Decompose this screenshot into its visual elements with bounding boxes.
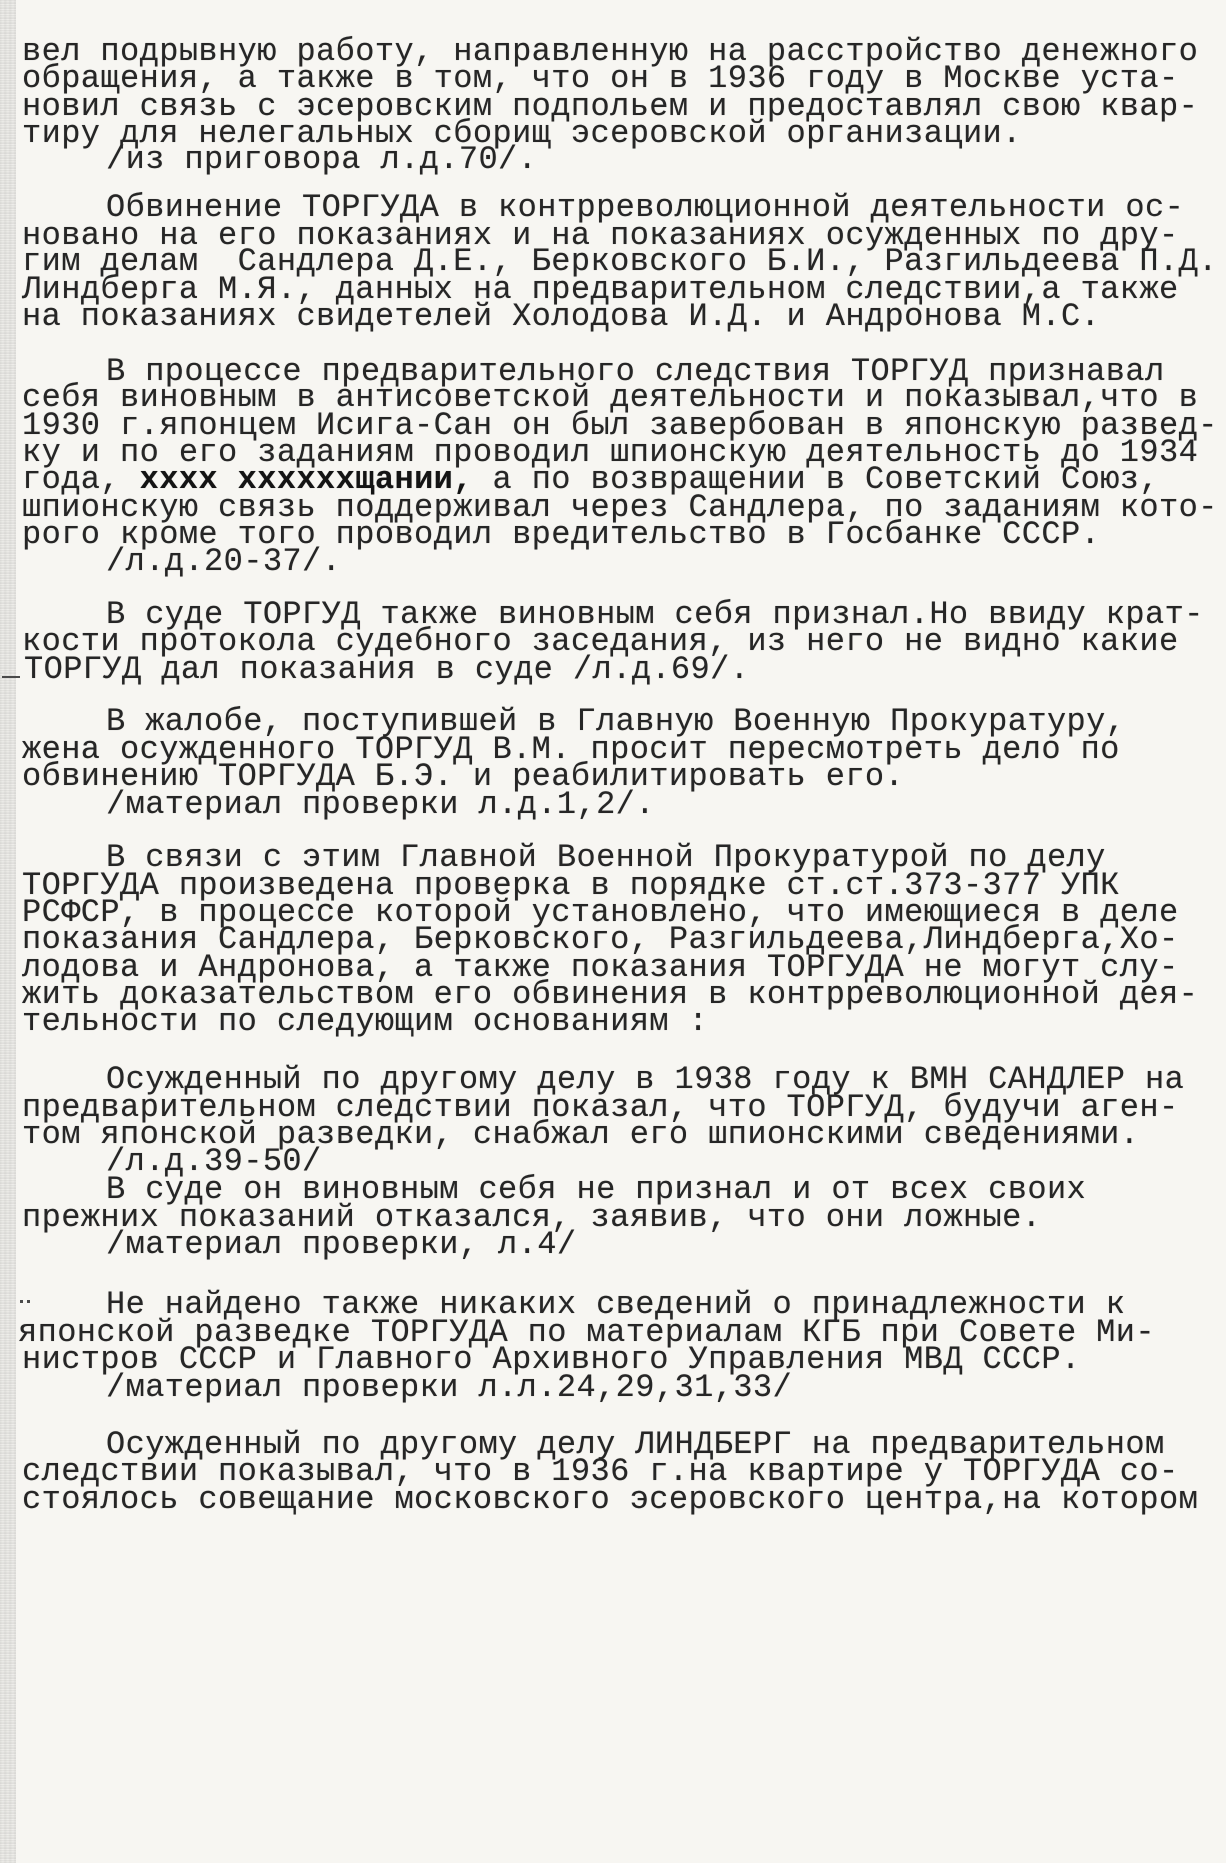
text-line: нистров СССР и Главного Архивного Управления МВД СССР. [22,1341,1081,1378]
text-line: шпионскую связь поддерживал через Сандлера, по заданиям кото- [22,489,1218,526]
text-line: жить доказательством его обвинения в контрреволюционной дея- [22,976,1199,1013]
text-line: обращения, а также в том, что он в 1936 году в Москве уста- [22,60,1179,97]
text-line: Обвинение ТОРГУДА в контрреволюционной деятельности ос- [106,189,1185,226]
text-line: ТОРГУДА произведена проверка в порядке ст.ст.373-377 УПК [22,867,1120,904]
text-line: следствии показывал, что в 1936 г.на квартире у ТОРГУДА со- [22,1453,1179,1490]
text-line: тиру для нелегальных сборищ эсеровской организации. [22,115,1022,152]
text-line: на показаниях свидетелей Холодова И.Д. и Андронова М.С. [22,298,1101,335]
margin-mark [27,1300,30,1303]
text-line: ку и по его заданиям проводил шпионскую деятельность до 1934 [22,434,1199,471]
text-line: себя виновным в антисоветской деятельности и показывал,что в [22,379,1199,416]
text-line: новано на его показаниях и на показаниях осужденных по дру- [22,217,1179,254]
text-line: Осужденный по другому делу в 1938 году к ВМН САНДЛЕР на [106,1061,1185,1098]
struck-out-text: хххх ххххххщании, [139,461,473,498]
scan-edge-noise [0,0,16,1863]
text-line: кости протокола судебного заседания, из него не видно какие [22,623,1179,660]
text-line: Осужденный по другому делу ЛИНДБЕРГ на предварительном [106,1426,1165,1463]
text-segment: года, [22,461,140,498]
text-line: обвинению ТОРГУДА Б.Э. и реабилитировать его. [22,758,905,795]
margin-mark [2,676,20,678]
text-line: новил связь с эсеровским подпольем и предоставлял свою квар- [22,88,1199,125]
text-line: гим делам Сандлера Д.Е., Берковского Б.И., Разгильдеева П.Д. [22,243,1218,280]
text-line: жена осужденного ТОРГУД В.М. просит пересмотреть дело по [22,731,1120,768]
text-line: тельности по следующим основаниям : [22,1003,709,1040]
text-line: прежних показаний отказался, заявив, что они ложные. [22,1199,1042,1236]
reference-line: /материал проверки, л.4/ [106,1226,577,1263]
text-line: В связи с этим Главной Военной Прокуратурой по делу [106,839,1106,876]
text-line: показания Сандлера, Берковского, Разгильдеева,Линдберга,Хо- [22,921,1179,958]
reference-line: /л.д.39-50/ [106,1143,322,1180]
reference-line: /из приговора л.д.70/. [106,141,538,178]
text-line: В суде он виновным себя не признал и от всех своих [106,1171,1087,1208]
text-line: стоялось совещание московского эсеровского центра,на котором [22,1481,1199,1518]
text-line: рого кроме того проводил вредительство в Госбанке СССР. [22,516,1101,553]
text-line: В процессе предварительного следствия ТОРГУД признавал [106,353,1165,390]
text-line: вел подрывную работу, направленную на расстройство денежного [22,33,1199,70]
text-line: предварительном следствии показал, что ТОРГУД, будучи аген- [22,1089,1179,1126]
text-line: японской разведке ТОРГУДА по материалам КГБ при Совете Ми- [18,1314,1155,1351]
text-line: В суде ТОРГУД также виновным себя признал.Но ввиду крат- [106,596,1204,633]
text-line: том японской разведки, снабжал его шпионскими сведениями. [22,1116,1140,1153]
text-line: ТОРГУД дал показания в суде /л.д.69/. [24,651,750,688]
text-line: лодова и Андронова, а также показания ТОРГУДА не могут слу- [22,949,1179,986]
text-line: 1930 г.японцем Исига-Сан он был завербован в японскую развед- [22,407,1218,444]
text-line: РСФСР, в процессе которой установлено, что имеющиеся в деле [22,894,1179,931]
reference-line: /материал проверки л.д.1,2/. [106,786,655,823]
text-line: Линдберга М.Я., данных на предварительном следствии,а также [22,271,1179,308]
text-segment: а по возвращении в Советский Союз, [472,461,1159,498]
margin-mark [20,1300,23,1303]
text-line: Не найдено также никаких сведений о принадлежности к [106,1286,1126,1323]
reference-line: /материал проверки л.л.24,29,31,33/ [106,1369,793,1406]
reference-line: /л.д.20-37/. [106,543,342,580]
text-line: В жалобе, поступившей в Главную Военную Прокуратуру, [106,703,1126,740]
